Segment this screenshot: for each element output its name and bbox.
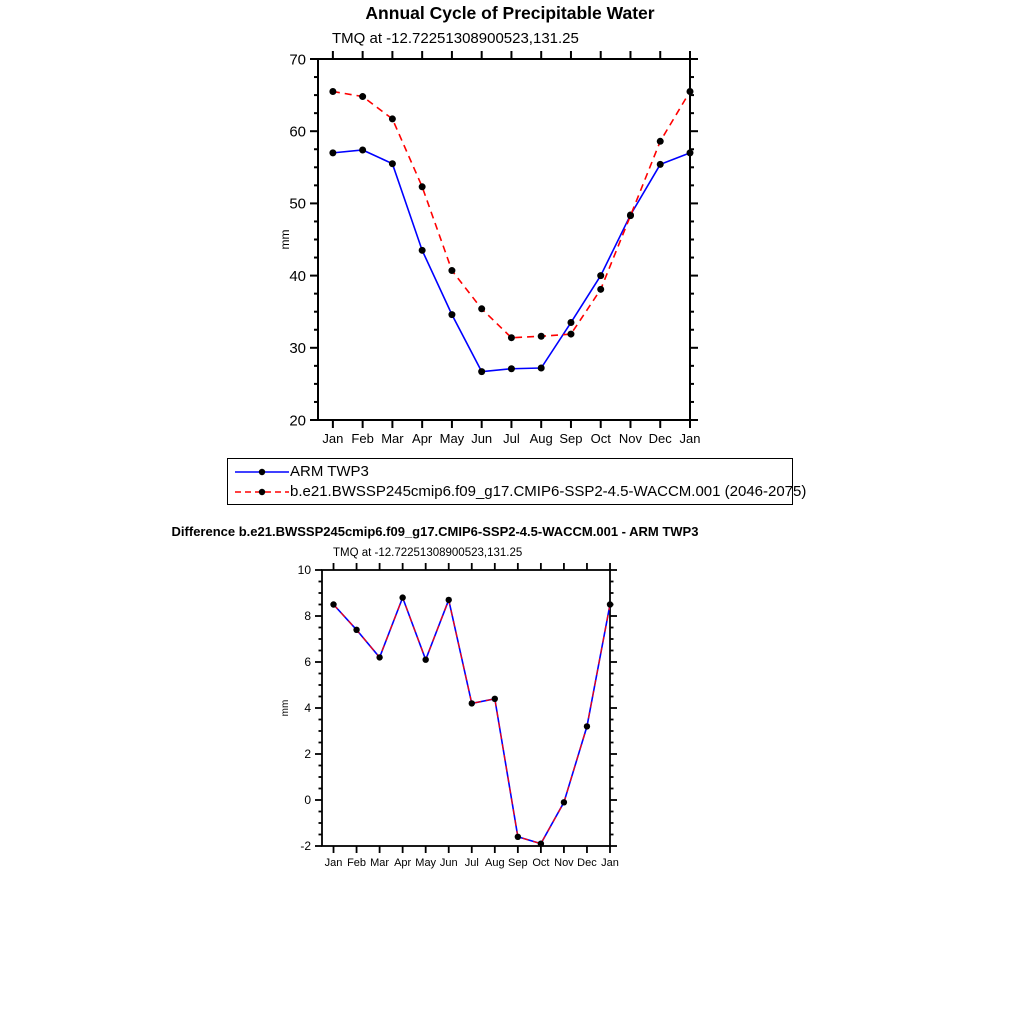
y-tick-label: 10: [297, 563, 311, 578]
data-point-marker: [607, 601, 613, 607]
legend-label-obs: ARM TWP3: [290, 463, 369, 480]
y-tick-label: 2: [304, 747, 311, 762]
data-point-marker: [538, 333, 545, 340]
data-point-marker: [478, 305, 485, 312]
data-point-marker: [538, 365, 545, 372]
y-tick-label: 50: [289, 195, 306, 213]
y-axis-label: mm: [278, 229, 292, 250]
data-point-marker: [627, 212, 634, 219]
x-tick-label: Apr: [412, 431, 433, 446]
data-point-marker: [561, 799, 567, 805]
data-point-marker: [329, 88, 336, 95]
chart2-difference-plot: [270, 563, 640, 878]
x-tick-label: May: [415, 857, 437, 869]
plot-frame: [322, 570, 610, 846]
data-point-marker: [687, 149, 694, 156]
x-tick-label: Feb: [351, 431, 374, 446]
x-tick-label: Nov: [554, 857, 574, 869]
y-axis-label: mm: [280, 699, 291, 717]
x-tick-label: Sep: [508, 857, 528, 869]
y-tick-label: 8: [304, 609, 311, 624]
legend-box: [227, 458, 807, 505]
data-point-marker: [389, 160, 396, 167]
data-point-marker: [359, 93, 366, 100]
legend-label-model: b.e21.BWSSP245cmip6.f09_g17.CMIP6-SSP2-4.5-WACCM.001 (2046-2075): [290, 483, 807, 500]
axes: [315, 563, 617, 853]
data-point-marker: [538, 841, 544, 847]
data-point-marker: [376, 654, 382, 660]
x-tick-label: Nov: [618, 431, 643, 446]
x-tick-label: Jul: [503, 431, 520, 446]
y-tick-label: 70: [289, 51, 306, 69]
data-point-marker: [567, 319, 574, 326]
y-tick-label: -2: [300, 839, 311, 854]
y-tick-label: 6: [304, 655, 311, 670]
series-1: [329, 88, 693, 341]
legend-sample-marker: [259, 468, 265, 474]
x-tick-label: Jan: [324, 857, 343, 869]
x-tick-label: Sep: [559, 431, 583, 446]
plot-frame: [318, 59, 690, 420]
y-tick-label: 40: [289, 267, 306, 285]
data-point-marker: [597, 272, 604, 279]
data-point-marker: [478, 368, 485, 375]
data-point-marker: [419, 183, 426, 190]
series-line-dashed: [333, 91, 690, 337]
axis-labels: [280, 563, 619, 869]
y-tick-label: 4: [304, 701, 311, 716]
x-tick-label: Mar: [370, 857, 390, 869]
data-point-marker: [657, 138, 664, 145]
x-tick-label: Oct: [590, 431, 611, 446]
series-line-solid: [334, 598, 610, 844]
data-point-marker: [469, 700, 475, 706]
series-line-overlay-dashed: [334, 598, 610, 844]
x-tick-label: May: [439, 431, 465, 446]
x-tick-label: Jun: [439, 857, 458, 869]
x-tick-label: Aug: [529, 431, 553, 446]
y-tick-label: 0: [304, 793, 311, 808]
x-tick-label: Aug: [485, 857, 505, 869]
x-tick-label: Dec: [577, 857, 597, 869]
legend-line-sample-obs: [234, 466, 290, 478]
x-tick-label: Oct: [532, 857, 550, 869]
data-point-marker: [419, 247, 426, 254]
axis-labels: [278, 51, 700, 446]
x-tick-label: Dec: [648, 431, 672, 446]
data-point-marker: [446, 597, 452, 603]
data-point-marker: [584, 723, 590, 729]
x-tick-label: Mar: [381, 431, 404, 446]
data-point-marker: [330, 601, 336, 607]
chart2-title: Difference b.e21.BWSSP245cmip6.f09_g17.CMIP6-SSP2-4.5-WACCM.001 - ARM TWP3: [171, 524, 699, 539]
data-point-marker: [448, 267, 455, 274]
data-point-marker: [657, 161, 664, 168]
data-point-marker: [389, 115, 396, 122]
x-tick-label: Jan: [679, 431, 701, 446]
data-point-marker: [329, 149, 336, 156]
legend-row-obs: [234, 462, 792, 481]
data-point-marker: [597, 286, 604, 293]
y-tick-label: 60: [289, 123, 306, 141]
data-point-marker: [567, 331, 574, 338]
legend-row-model: [234, 482, 807, 501]
x-tick-label: Jan: [601, 857, 619, 869]
axes: [310, 51, 698, 428]
chart1-annual-cycle-plot: [270, 50, 730, 460]
chart2-subtitle: TMQ at -12.72251308900523,131.25: [333, 547, 523, 559]
data-point-marker: [448, 311, 455, 318]
data-point-marker: [422, 657, 428, 663]
x-tick-label: Feb: [347, 857, 367, 869]
data-point-marker: [508, 365, 515, 372]
data-point-marker: [508, 334, 515, 341]
data-point-marker: [687, 88, 694, 95]
data-point-marker: [399, 594, 405, 600]
x-tick-label: Apr: [394, 857, 412, 869]
x-tick-label: Jun: [471, 431, 493, 446]
y-tick-label: 20: [289, 412, 306, 430]
y-tick-label: 30: [289, 340, 306, 358]
legend-sample-marker: [259, 488, 265, 494]
data-point-marker: [492, 696, 498, 702]
chart1-subtitle: TMQ at -12.72251308900523,131.25: [332, 30, 579, 47]
legend-line-sample-model: [234, 486, 290, 498]
x-tick-label: Jul: [464, 857, 479, 869]
x-tick-label: Jan: [322, 431, 344, 446]
data-point-marker: [353, 627, 359, 633]
chart1-title: Annual Cycle of Precipitable Water: [365, 3, 655, 23]
series-0: [330, 594, 613, 847]
data-point-marker: [359, 146, 366, 153]
data-point-marker: [515, 834, 521, 840]
